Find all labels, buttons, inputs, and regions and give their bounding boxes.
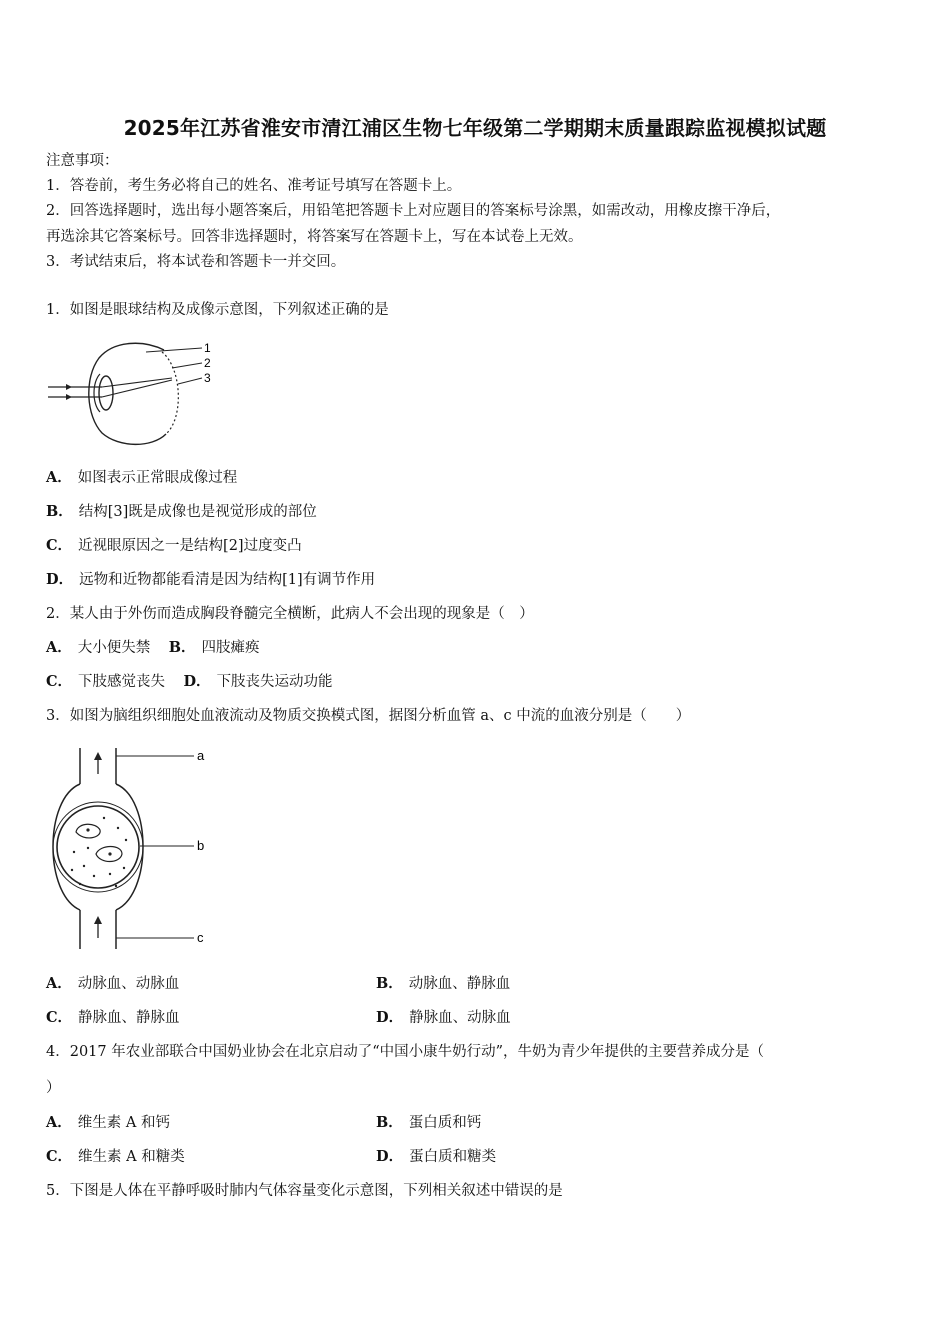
option-text: 动脉血、静脉血: [408, 976, 511, 992]
option-label: A．: [46, 639, 72, 656]
option-label: D．: [376, 1148, 404, 1165]
option-d: [376, 1146, 496, 1168]
option-label: B．: [376, 975, 403, 992]
option-d: [376, 1007, 511, 1029]
figure-label-b: b: [197, 838, 205, 853]
option-a: [46, 1112, 170, 1134]
eye-structure-figure: [44, 338, 224, 448]
figure-label-c: c: [197, 930, 204, 945]
label-leader: [146, 348, 202, 352]
option-row: [46, 637, 259, 659]
question-2-stem: 2．某人由于外伤而造成胸段脊髓完全横断，此病人不会出现的现象是（ ）: [46, 606, 534, 622]
notice-item: 3．考试结束后，将本试卷和答题卡一并交回。: [46, 254, 346, 270]
figure-label-3: 3: [204, 371, 211, 385]
label-leader: [172, 363, 202, 368]
option-c: [46, 535, 302, 557]
option-text: 下肢丧失运动功能: [216, 674, 333, 690]
option-text: 远物和近物都能看清是因为结构[1]有调节作用: [79, 572, 376, 588]
retina-line: [162, 352, 178, 434]
notice-item: 再选涂其它答案标号。回答非选择题时，将答案写在答题卡上，写在本试卷上无效。: [46, 229, 583, 245]
option-label: C．: [46, 537, 73, 554]
option-a: [46, 467, 237, 489]
question-4-stem: 4．2017 年农业部联合中国奶业协会在北京启动了“中国小康牛奶行动”，牛奶为青少年提供的主要营养成分是（: [46, 1044, 765, 1060]
option-a: [46, 973, 179, 995]
flow-arrowhead: [94, 916, 102, 924]
option-label: B．: [168, 639, 196, 656]
figure-label-1: 1: [204, 341, 211, 355]
capillary-exchange-figure: [44, 744, 224, 954]
option-label: D．: [183, 673, 211, 690]
page-title: 2025年江苏省淮安市清江浦区生物七年级第二学期期末质量跟踪监视模拟试题: [123, 116, 827, 140]
cell-nucleus: [108, 852, 111, 855]
option-text: 静脉血、动脉血: [409, 1010, 511, 1026]
option-text: 近视眼原因之一是结构[2]过度变凸: [78, 538, 302, 554]
option-label: B．: [46, 503, 73, 520]
question-1-stem: 1．如图是眼球结构及成像示意图，下列叙述正确的是: [46, 302, 389, 318]
option-label: B．: [376, 1114, 403, 1131]
tissue-cell-area: [57, 806, 139, 888]
option-label: A．: [46, 975, 72, 992]
option-text: 下肢感觉丧失: [78, 674, 166, 690]
capillary-wall: [53, 802, 143, 892]
option-text: 维生素 A 和钙: [77, 1115, 170, 1131]
option-label: C．: [46, 1148, 73, 1165]
figure-label-2: 2: [204, 356, 211, 370]
option-text: 四肢瘫痪: [201, 640, 260, 656]
ray-arrow: [66, 384, 72, 390]
notice-item: 1．答卷前，考生务必将自己的姓名、准考证号填写在答题卡上。: [46, 178, 462, 194]
eyeball-outline: [89, 343, 166, 444]
option-label: C．: [46, 1009, 73, 1026]
ray-arrow: [66, 394, 72, 400]
option-label: A．: [46, 469, 72, 486]
label-leader: [178, 378, 202, 384]
cell-nucleus: [86, 828, 89, 831]
flow-arrowhead: [94, 752, 102, 760]
option-text: 大小便失禁: [77, 640, 151, 656]
option-c: [46, 1146, 185, 1168]
option-b: [46, 501, 317, 523]
option-label: D．: [376, 1009, 404, 1026]
option-row: [46, 671, 333, 693]
option-text: 蛋白质和钙: [408, 1115, 482, 1131]
question-4-stem-cont: ）: [46, 1080, 61, 1096]
lens-shape: [99, 376, 113, 410]
notice-header: 注意事项：: [46, 153, 119, 169]
option-text: 如图表示正常眼成像过程: [77, 470, 238, 486]
option-c: [46, 1007, 180, 1029]
question-3-stem: 3．如图为脑组织细胞处血液流动及物质交换模式图，据图分析血管 a、c 中流的血液分别是（ ）: [46, 708, 691, 724]
option-text: 静脉血、静脉血: [78, 1010, 180, 1026]
option-text: 结构[3]既是成像也是视觉形成的部位: [78, 504, 317, 520]
option-label: D．: [46, 571, 74, 588]
option-text: 蛋白质和糖类: [409, 1149, 497, 1165]
option-b: [376, 1112, 481, 1134]
figure-label-a: a: [197, 748, 205, 763]
question-5-stem: 5．下图是人体在平静呼吸时肺内气体容量变化示意图，下列相关叙述中错误的是: [46, 1183, 563, 1199]
notice-item: 2．回答选择题时，选出每小题答案后，用铅笔把答题卡上对应题目的答案标号涂黑，如需改动，用橡皮擦干净后，: [46, 203, 781, 219]
option-label: A．: [46, 1114, 72, 1131]
option-text: 维生素 A 和糖类: [78, 1149, 185, 1165]
option-label: C．: [46, 673, 73, 690]
option-text: 动脉血、动脉血: [77, 976, 180, 992]
option-b: [376, 973, 510, 995]
option-d: [46, 569, 375, 591]
